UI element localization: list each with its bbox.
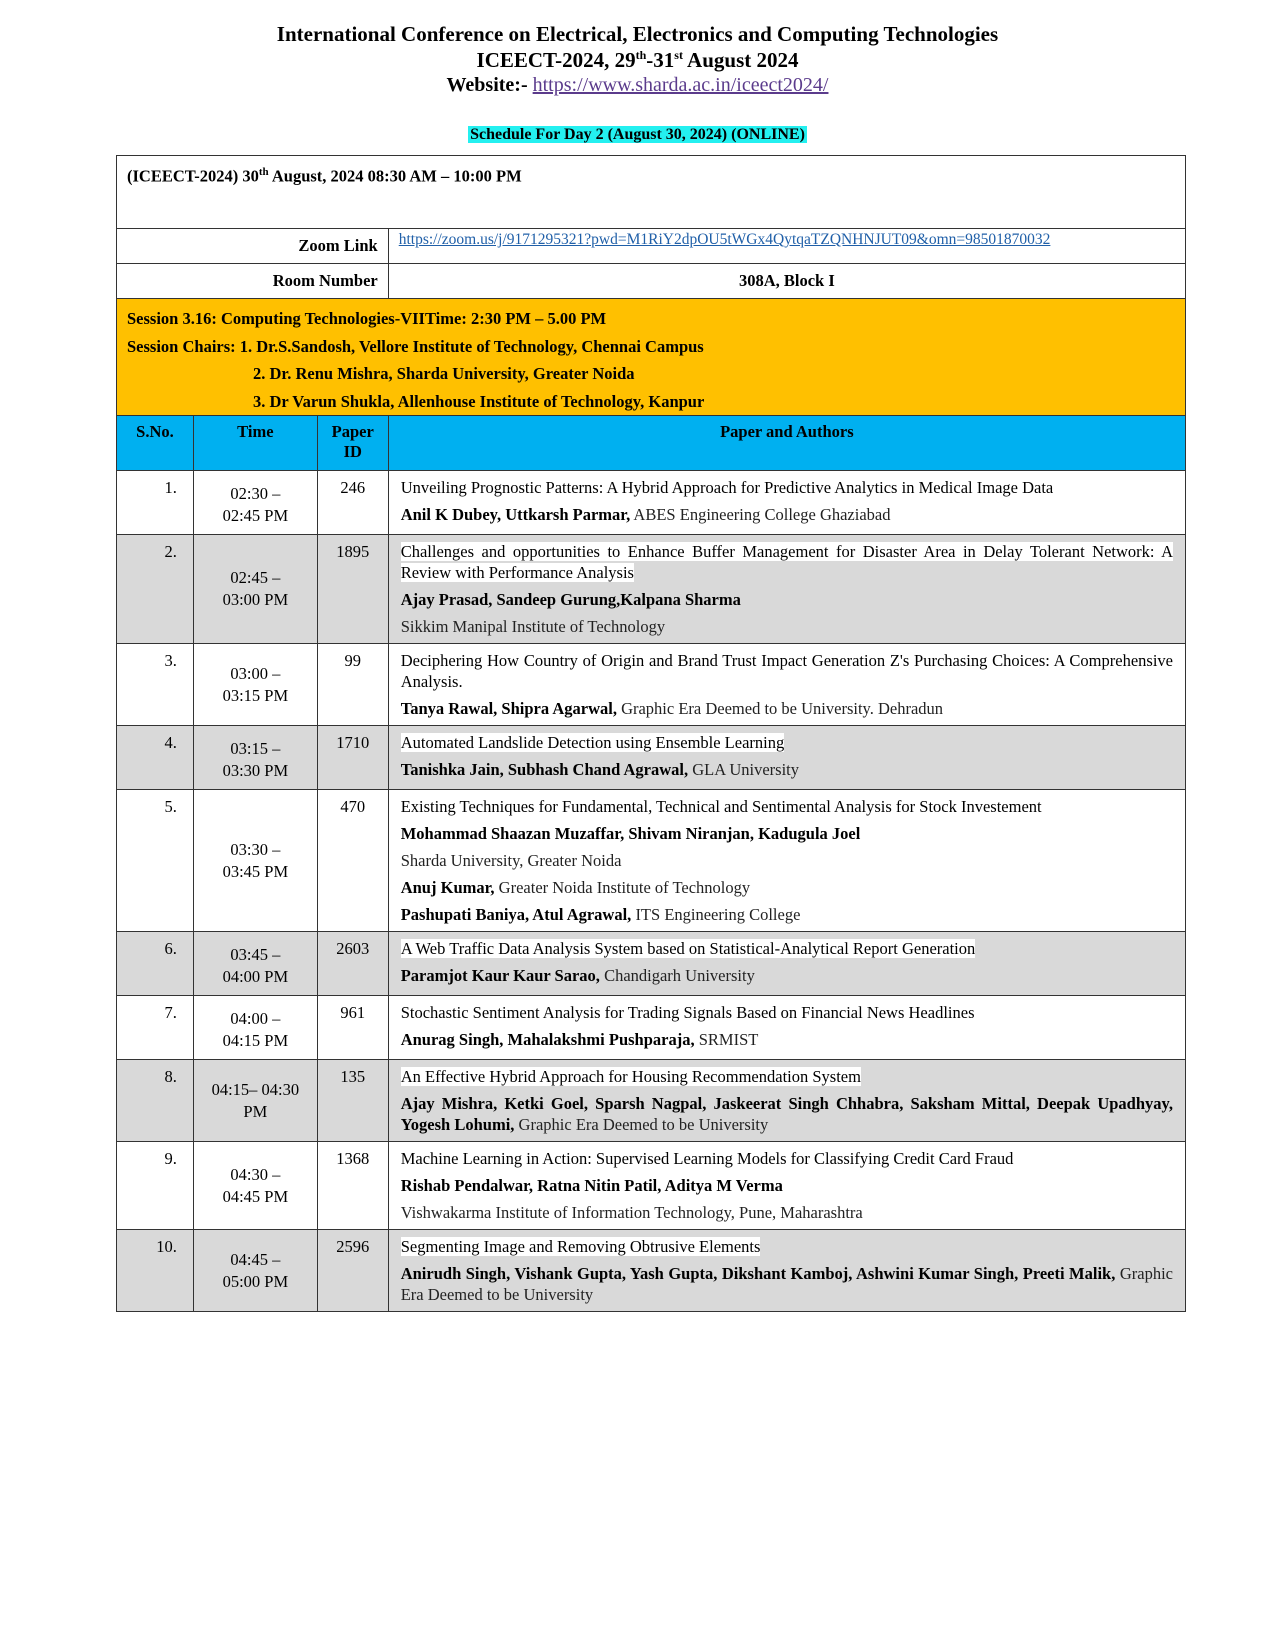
paper-and-authors [388, 535, 1185, 644]
col-header-paper-authors: Paper and Authors [388, 416, 1185, 471]
paper-and-authors [388, 1142, 1185, 1230]
paper-authors: Ajay Mishra, Ketki Goel, Sparsh Nagpal, Jaskeerat Singh Chhabra, Saksham Mittal, Deepak Upadhyay, Yogesh Lohumi, Graphic Era Deemed to be University [400, 1094, 1173, 1134]
session-title: Session 3.16: Computing Technologies-VIITime: 2:30 PM – 5.00 PM [127, 309, 607, 328]
paper-id: 2603 [317, 932, 388, 996]
conference-title: International Conference on Electrical, Electronics and Computing Technologies [276, 22, 999, 46]
time-slot: 02:45 – 03:00 PM [193, 535, 317, 644]
paper-authors: Pashupati Baniya, Atul Agrawal, ITS Engineering College [400, 905, 801, 924]
paper-affiliation: Vishwakarma Institute of Information Technology, Pune, Maharashtra [400, 1203, 863, 1222]
serial-number: 8. [117, 1060, 194, 1142]
paper-authors: Anirudh Singh, Vishank Gupta, Yash Gupta, Dikshant Kamboj, Ashwini Kumar Singh, Preeti Malik, Graphic Era Deemed to be University [400, 1264, 1173, 1304]
paper-and-authors [388, 1230, 1185, 1312]
paper-and-authors [388, 726, 1185, 790]
paper-and-authors [388, 790, 1185, 932]
paper-id: 246 [317, 471, 388, 535]
paper-authors: Tanishka Jain, Subhash Chand Agrawal, GLA University [400, 760, 800, 779]
paper-title: An Effective Hybrid Approach for Housing Recommendation System [400, 1067, 861, 1086]
col-header-sno: S.No. [117, 416, 194, 471]
paper-id: 2596 [317, 1230, 388, 1312]
serial-number: 6. [117, 932, 194, 996]
time-slot: 03:30 – 03:45 PM [193, 790, 317, 932]
paper-title: Stochastic Sentiment Analysis for Trading Signals Based on Financial News Headlines [400, 1003, 975, 1022]
website-link[interactable]: https://www.sharda.ac.in/iceect2024/ [532, 74, 829, 96]
serial-number: 2. [117, 535, 194, 644]
paper-authors: Anurag Singh, Mahalakshmi Pushparaja, SRMIST [400, 1030, 759, 1049]
paper-authors: Anil K Dubey, Uttkarsh Parmar, ABES Engineering College Ghaziabad [400, 505, 891, 524]
serial-number: 3. [117, 644, 194, 726]
table-row [117, 535, 1186, 644]
time-slot: 03:15 – 03:30 PM [193, 726, 317, 790]
website-label: Website:- [446, 74, 533, 96]
time-slot: 04:45 – 05:00 PM [193, 1230, 317, 1312]
serial-number: 1. [117, 471, 194, 535]
event-datetime: (ICEECT-2024) 30th August, 2024 08:30 AM – 10:00 PM [117, 156, 1186, 229]
serial-number: 5. [117, 790, 194, 932]
paper-authors: Ajay Prasad, Sandeep Gurung,Kalpana Sharma [400, 590, 741, 609]
serial-number: 9. [117, 1142, 194, 1230]
paper-title: Unveiling Prognostic Patterns: A Hybrid Approach for Predictive Analytics in Medical Image Data [400, 478, 1054, 497]
paper-title: Automated Landslide Detection using Ensemble Learning [400, 733, 785, 752]
table-row [117, 1060, 1186, 1142]
table-row [117, 644, 1186, 726]
time-slot: 03:00 – 03:15 PM [193, 644, 317, 726]
paper-and-authors [388, 932, 1185, 996]
table-row [117, 1230, 1186, 1312]
table-row [117, 471, 1186, 535]
schedule-title: Schedule For Day 2 (August 30, 2024) (ONLINE) [470, 126, 805, 143]
room-number-label: Room Number [117, 264, 389, 299]
session-info [117, 299, 1186, 416]
time-slot: 04:00 – 04:15 PM [193, 996, 317, 1060]
paper-title: A Web Traffic Data Analysis System based on Statistical-Analytical Report Generation [400, 939, 976, 958]
paper-and-authors [388, 996, 1185, 1060]
schedule-table [116, 155, 1186, 1312]
paper-title: Machine Learning in Action: Supervised Learning Models for Classifying Credit Card Fraud [400, 1149, 1014, 1168]
time-slot: 04:15– 04:30 PM [193, 1060, 317, 1142]
paper-affiliation: Sharda University, Greater Noida [400, 851, 622, 870]
col-header-paper-id: Paper ID [317, 416, 388, 471]
paper-title: Segmenting Image and Removing Obtrusive Elements [400, 1237, 761, 1256]
paper-id: 961 [317, 996, 388, 1060]
paper-id: 1710 [317, 726, 388, 790]
paper-and-authors [388, 471, 1185, 535]
paper-id: 135 [317, 1060, 388, 1142]
website-line [0, 74, 1275, 97]
table-row [117, 726, 1186, 790]
paper-authors: Anuj Kumar, Greater Noida Institute of Technology [400, 878, 751, 897]
paper-id: 99 [317, 644, 388, 726]
paper-and-authors [388, 644, 1185, 726]
paper-authors: Paramjot Kaur Kaur Sarao, Chandigarh University [400, 966, 755, 985]
paper-title: Existing Techniques for Fundamental, Technical and Sentimental Analysis for Stock Investement [400, 797, 1042, 816]
paper-authors: Rishab Pendalwar, Ratna Nitin Patil, Aditya M Verma [400, 1176, 783, 1195]
session-chair-1: Session Chairs: 1. Dr.S.Sandosh, Vellore Institute of Technology, Chennai Campus [127, 336, 704, 356]
col-header-time: Time [193, 416, 317, 471]
serial-number: 7. [117, 996, 194, 1060]
room-number-value: 308A, Block I [388, 264, 1185, 299]
paper-authors: Tanya Rawal, Shipra Agarwal, Graphic Era Deemed to be University. Dehradun [400, 699, 944, 718]
paper-authors: Mohammad Shaazan Muzaffar, Shivam Niranjan, Kadugula Joel [400, 824, 861, 843]
serial-number: 10. [117, 1230, 194, 1312]
table-row [117, 790, 1186, 932]
paper-affiliation: Sikkim Manipal Institute of Technology [400, 617, 666, 636]
session-chair-3: 3. Dr Varun Shukla, Allenhouse Institute of Technology, Kanpur [253, 391, 705, 411]
paper-id: 470 [317, 790, 388, 932]
paper-and-authors [388, 1060, 1185, 1142]
paper-id: 1895 [317, 535, 388, 644]
time-slot: 03:45 – 04:00 PM [193, 932, 317, 996]
time-slot: 02:30 – 02:45 PM [193, 471, 317, 535]
serial-number: 4. [117, 726, 194, 790]
paper-id: 1368 [317, 1142, 388, 1230]
session-chair-2: 2. Dr. Renu Mishra, Sharda University, Greater Noida [253, 364, 635, 383]
conference-edition: ICEECT-2024, 29th-31st August 2024 [476, 48, 799, 72]
zoom-link-label: Zoom Link [117, 229, 389, 264]
paper-title: Deciphering How Country of Origin and Brand Trust Impact Generation Z's Purchasing Choices: A Comprehensive Analysis. [400, 651, 1173, 691]
zoom-link[interactable]: https://zoom.us/j/9171295321?pwd=M1RiY2dpOU5tWGx4QytqaTZQNHNJUT09&omn=98501870032 [398, 231, 1051, 248]
paper-title: Challenges and opportunities to Enhance Buffer Management for Disaster Area in Delay Tolerant Network: A Review with Performance Analysis [400, 542, 1173, 582]
table-row [117, 932, 1186, 996]
table-row [117, 996, 1186, 1060]
table-row [117, 1142, 1186, 1230]
time-slot: 04:30 – 04:45 PM [193, 1142, 317, 1230]
